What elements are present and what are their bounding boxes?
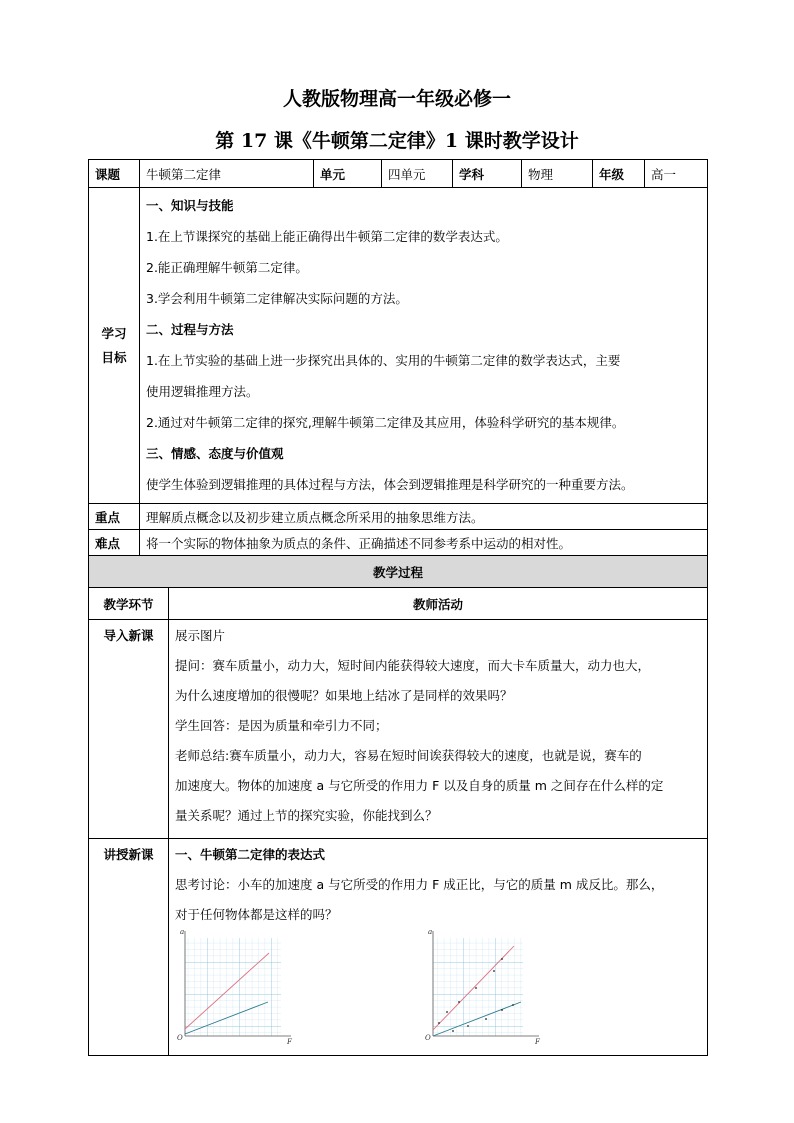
lecture-row [89,839,708,1056]
topic-label: 课题 [89,160,140,188]
lesson-plan-table [88,159,708,1056]
key-point-text: 理解质点概念以及初步建立质点概念所采用的抽象思维方法。 [140,504,708,530]
key-point-label: 重点 [89,504,140,530]
intro-line: 量关系呢？通过上节的探究实验，你能找到么？ [175,808,438,823]
graph-right-x-label: F [535,1038,540,1046]
intro-line: 为什么速度增加的很慢呢？如果地上结冰了是同样的效果吗？ [175,688,513,703]
graph-right [425,930,541,1046]
grade-value: 高一 [645,160,708,188]
grade-label: 年级 [593,160,645,188]
lecture-heading: 一、牛顿第二定律的表达式 [175,847,326,862]
objective-item: 2.能正确理解牛顿第二定律。 [146,260,308,275]
objective-heading: 三、情感、态度与价值观 [146,446,284,461]
difficulty-text: 将一个实际的物体抽象为质点的条件、正确描述不同参考系中运动的相对性。 [140,530,708,556]
intro-row [89,620,708,839]
objectives-label-line1: 学习 [101,325,127,341]
data-point [458,1001,460,1003]
doc-title: 人教版物理高一年级必修一 [282,88,511,110]
graph-left-y-label: a [180,930,185,936]
intro-label: 导入新课 [89,620,169,839]
graph-left-origin: O [177,1034,183,1042]
objectives-content [140,188,708,504]
subject-value: 物理 [522,160,593,188]
unit-label: 单元 [314,160,382,188]
intro-line: 老师总结:赛车质量小，动力大，容易在短时间诶获得较大的速度，也就是说，赛车的 [175,748,642,763]
data-point [501,958,503,960]
objective-item: 2.通过对牛顿第二定律的探究,理解牛顿第二定律及其应用，体验科学研究的基本规律。 [146,415,625,430]
data-point [452,1030,454,1032]
objective-item: 1.在上节实验的基础上进一步探究出具体的、实用的牛顿第二定律的数学表达式，主要 [146,353,621,368]
data-point [501,1009,503,1011]
header-row [89,160,708,188]
process-header: 教学过程 [89,556,708,588]
intro-line: 学生回答：是因为质量和牵引力不同； [175,718,388,733]
difficulty-row [89,530,708,556]
intro-line: 展示图片 [175,628,226,643]
objective-item: 使用逻辑推理方法。 [146,384,259,399]
objective-item: 3.学会利用牛顿第二定律解决实际问题的方法。 [146,291,408,306]
objectives-row [89,188,708,504]
lecture-content [169,839,708,1056]
graph-left [177,930,293,1046]
graphs-area [175,930,701,1046]
lecture-label: 讲授新课 [89,839,169,1056]
process-columns-row [89,588,708,620]
topic-value: 牛顿第二定律 [140,160,314,188]
activity-column-header: 教师活动 [169,588,708,620]
graph-left-x-label: F [287,1038,292,1046]
subject-label: 学科 [453,160,522,188]
objective-heading: 二、过程与方法 [146,322,234,337]
data-point [467,1025,469,1027]
intro-line: 提问：赛车质量小，动力大，短时间内能获得较大速度，而大卡车质量大，动力也大， [175,658,651,673]
graph-right-y-label: a [428,930,433,936]
objective-heading: 一、知识与技能 [146,198,234,213]
graph-left-grid [185,938,281,1036]
data-point [485,1018,487,1020]
stage-column-header: 教学环节 [89,588,169,620]
objectives-label-line2: 目标 [101,349,127,365]
unit-value: 四单元 [382,160,453,188]
a-f-graphs [175,930,705,1046]
lecture-line: 思考讨论：小车的加速度 a 与它所受的作用力 F 成正比，与它的质量 m 成反比。那么， [175,877,664,892]
lecture-line: 对于任何物体都是这样的吗？ [175,907,338,922]
key-point-row [89,504,708,530]
lesson-title: 第 17 课《牛顿第二定律》1 课时教学设计 [215,130,579,152]
objective-item: 1.在上节课探究的基础上能正确得出牛顿第二定律的数学表达式。 [146,229,508,244]
intro-content [169,620,708,839]
data-point [512,1004,514,1006]
intro-line: 加速度大。物体的加速度 a 与它所受的作用力 F 以及自身的质量 m 之间存在什么样的定 [175,778,664,793]
data-point [438,1022,440,1024]
difficulty-label: 难点 [89,530,140,556]
objectives-label [89,188,140,504]
process-header-row [89,556,708,588]
graph-right-grid [433,938,523,1036]
data-point [493,970,495,972]
graph-right-origin: O [425,1034,431,1042]
data-point [475,987,477,989]
data-point [446,1011,448,1013]
objective-item: 使学生体验到逻辑推理的具体过程与方法，体会到逻辑推理是科学研究的一种重要方法。 [146,477,634,492]
